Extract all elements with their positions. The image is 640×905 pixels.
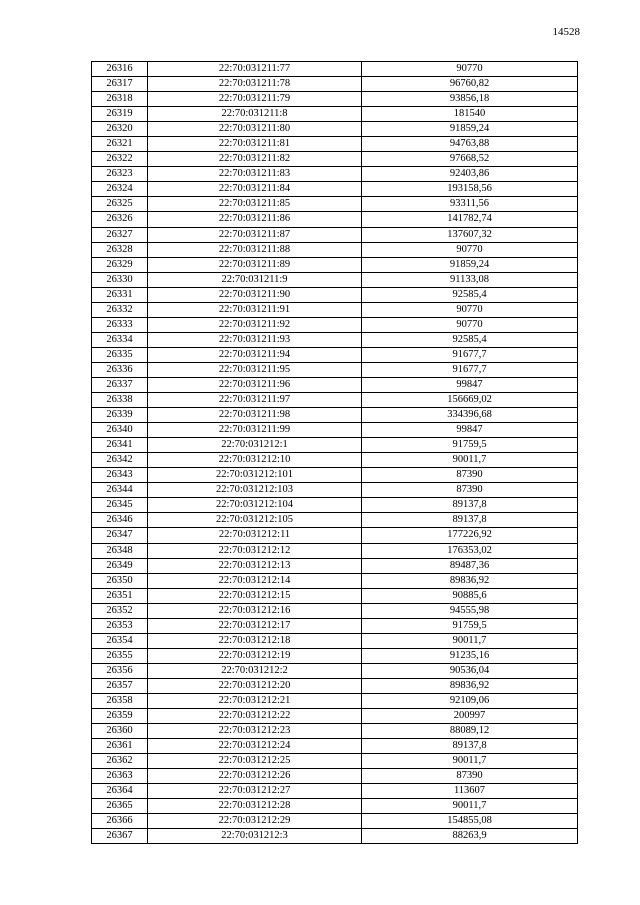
table-row [92, 453, 578, 468]
table-row [92, 272, 578, 287]
value-cell: 91133,08 [362, 272, 578, 287]
table-row [92, 77, 578, 92]
table-row [92, 212, 578, 227]
cadastral-number-cell: 22:70:031211:92 [148, 317, 362, 332]
row-number-cell: 26356 [92, 663, 148, 678]
cadastral-number-cell: 22:70:031212:1 [148, 438, 362, 453]
table-row [92, 302, 578, 317]
table-row [92, 257, 578, 272]
value-cell: 88089,12 [362, 724, 578, 739]
row-number-cell: 26367 [92, 829, 148, 844]
cadastral-number-cell: 22:70:031212:21 [148, 693, 362, 708]
row-number-cell: 26339 [92, 408, 148, 423]
table-row [92, 784, 578, 799]
table-row [92, 603, 578, 618]
value-cell: 177226,92 [362, 528, 578, 543]
table-row [92, 528, 578, 543]
table-row [92, 317, 578, 332]
cadastral-values-table [91, 61, 578, 844]
cadastral-number-cell: 22:70:031212:10 [148, 453, 362, 468]
cadastral-number-cell: 22:70:031212:28 [148, 799, 362, 814]
row-number-cell: 26361 [92, 739, 148, 754]
cadastral-number-cell: 22:70:031212:104 [148, 498, 362, 513]
table-row [92, 618, 578, 633]
table-row [92, 242, 578, 257]
table-body [92, 62, 578, 844]
value-cell: 89137,8 [362, 739, 578, 754]
row-number-cell: 26317 [92, 77, 148, 92]
cadastral-number-cell: 22:70:031212:25 [148, 754, 362, 769]
table-row [92, 182, 578, 197]
row-number-cell: 26348 [92, 543, 148, 558]
row-number-cell: 26318 [92, 92, 148, 107]
cadastral-number-cell: 22:70:031212:12 [148, 543, 362, 558]
cadastral-number-cell: 22:70:031211:93 [148, 332, 362, 347]
cadastral-number-cell: 22:70:031211:88 [148, 242, 362, 257]
cadastral-number-cell: 22:70:031212:19 [148, 648, 362, 663]
table-row [92, 423, 578, 438]
value-cell: 176353,02 [362, 543, 578, 558]
cadastral-number-cell: 22:70:031211:89 [148, 257, 362, 272]
value-cell: 90011,7 [362, 633, 578, 648]
row-number-cell: 26342 [92, 453, 148, 468]
row-number-cell: 26351 [92, 588, 148, 603]
table-row [92, 227, 578, 242]
cadastral-number-cell: 22:70:031212:22 [148, 709, 362, 724]
table-row [92, 633, 578, 648]
row-number-cell: 26336 [92, 362, 148, 377]
row-number-cell: 26341 [92, 438, 148, 453]
row-number-cell: 26338 [92, 393, 148, 408]
row-number-cell: 26320 [92, 122, 148, 137]
value-cell: 90770 [362, 242, 578, 257]
table-row [92, 62, 578, 77]
row-number-cell: 26355 [92, 648, 148, 663]
row-number-cell: 26347 [92, 528, 148, 543]
row-number-cell: 26360 [92, 724, 148, 739]
cadastral-number-cell: 22:70:031212:29 [148, 814, 362, 829]
cadastral-number-cell: 22:70:031212:14 [148, 573, 362, 588]
cadastral-number-cell: 22:70:031212:11 [148, 528, 362, 543]
value-cell: 91677,7 [362, 362, 578, 377]
row-number-cell: 26331 [92, 287, 148, 302]
row-number-cell: 26353 [92, 618, 148, 633]
row-number-cell: 26328 [92, 242, 148, 257]
table-row [92, 377, 578, 392]
cadastral-number-cell: 22:70:031212:15 [148, 588, 362, 603]
cadastral-number-cell: 22:70:031211:77 [148, 62, 362, 77]
table-row [92, 107, 578, 122]
value-cell: 90011,7 [362, 754, 578, 769]
table-row [92, 347, 578, 362]
row-number-cell: 26325 [92, 197, 148, 212]
table-row [92, 152, 578, 167]
table-row [92, 709, 578, 724]
value-cell: 92585,4 [362, 332, 578, 347]
cadastral-number-cell: 22:70:031212:2 [148, 663, 362, 678]
table-row [92, 799, 578, 814]
row-number-cell: 26350 [92, 573, 148, 588]
value-cell: 90885,6 [362, 588, 578, 603]
cadastral-number-cell: 22:70:031211:82 [148, 152, 362, 167]
table-row [92, 558, 578, 573]
value-cell: 89836,92 [362, 573, 578, 588]
value-cell: 91677,7 [362, 347, 578, 362]
row-number-cell: 26366 [92, 814, 148, 829]
value-cell: 91859,24 [362, 257, 578, 272]
table-row [92, 137, 578, 152]
value-cell: 154855,08 [362, 814, 578, 829]
row-number-cell: 26333 [92, 317, 148, 332]
table-row [92, 573, 578, 588]
table-row [92, 769, 578, 784]
table-row [92, 167, 578, 182]
row-number-cell: 26334 [92, 332, 148, 347]
cadastral-number-cell: 22:70:031211:98 [148, 408, 362, 423]
table-row [92, 648, 578, 663]
cadastral-number-cell: 22:70:031212:16 [148, 603, 362, 618]
cadastral-number-cell: 22:70:031212:17 [148, 618, 362, 633]
table-row [92, 513, 578, 528]
table-row [92, 408, 578, 423]
cadastral-number-cell: 22:70:031212:3 [148, 829, 362, 844]
value-cell: 91859,24 [362, 122, 578, 137]
table-row [92, 197, 578, 212]
row-number-cell: 26345 [92, 498, 148, 513]
value-cell: 91235,16 [362, 648, 578, 663]
table-row [92, 122, 578, 137]
table-row [92, 693, 578, 708]
cadastral-number-cell: 22:70:031212:18 [148, 633, 362, 648]
row-number-cell: 26365 [92, 799, 148, 814]
row-number-cell: 26359 [92, 709, 148, 724]
value-cell: 90770 [362, 317, 578, 332]
cadastral-number-cell: 22:70:031212:26 [148, 769, 362, 784]
value-cell: 99847 [362, 377, 578, 392]
value-cell: 89137,8 [362, 498, 578, 513]
table-row [92, 438, 578, 453]
cadastral-number-cell: 22:70:031212:23 [148, 724, 362, 739]
table-row [92, 814, 578, 829]
cadastral-number-cell: 22:70:031211:79 [148, 92, 362, 107]
cadastral-number-cell: 22:70:031212:101 [148, 468, 362, 483]
row-number-cell: 26343 [92, 468, 148, 483]
value-cell: 89487,36 [362, 558, 578, 573]
value-cell: 93311,56 [362, 197, 578, 212]
table-row [92, 483, 578, 498]
cadastral-number-cell: 22:70:031212:103 [148, 483, 362, 498]
table-row [92, 739, 578, 754]
row-number-cell: 26364 [92, 784, 148, 799]
value-cell: 88263,9 [362, 829, 578, 844]
value-cell: 90011,7 [362, 799, 578, 814]
row-number-cell: 26323 [92, 167, 148, 182]
cadastral-number-cell: 22:70:031211:83 [148, 167, 362, 182]
row-number-cell: 26363 [92, 769, 148, 784]
cadastral-number-cell: 22:70:031211:96 [148, 377, 362, 392]
value-cell: 93856,18 [362, 92, 578, 107]
value-cell: 90770 [362, 62, 578, 77]
value-cell: 92109,06 [362, 693, 578, 708]
table-row [92, 92, 578, 107]
cadastral-number-cell: 22:70:031211:8 [148, 107, 362, 122]
value-cell: 89137,8 [362, 513, 578, 528]
table-row [92, 754, 578, 769]
row-number-cell: 26357 [92, 678, 148, 693]
table-row [92, 498, 578, 513]
table-row [92, 287, 578, 302]
value-cell: 200997 [362, 709, 578, 724]
value-cell: 334396,68 [362, 408, 578, 423]
value-cell: 193158,56 [362, 182, 578, 197]
value-cell: 87390 [362, 468, 578, 483]
cadastral-number-cell: 22:70:031211:80 [148, 122, 362, 137]
cadastral-number-cell: 22:70:031211:84 [148, 182, 362, 197]
value-cell: 92403,86 [362, 167, 578, 182]
row-number-cell: 26337 [92, 377, 148, 392]
value-cell: 141782,74 [362, 212, 578, 227]
value-cell: 99847 [362, 423, 578, 438]
page-number: 14528 [552, 26, 580, 38]
value-cell: 96760,82 [362, 77, 578, 92]
row-number-cell: 26346 [92, 513, 148, 528]
value-cell: 156669,02 [362, 393, 578, 408]
row-number-cell: 26327 [92, 227, 148, 242]
cadastral-number-cell: 22:70:031211:99 [148, 423, 362, 438]
cadastral-number-cell: 22:70:031211:97 [148, 393, 362, 408]
value-cell: 113607 [362, 784, 578, 799]
table-row [92, 393, 578, 408]
row-number-cell: 26326 [92, 212, 148, 227]
row-number-cell: 26340 [92, 423, 148, 438]
cadastral-number-cell: 22:70:031211:90 [148, 287, 362, 302]
value-cell: 90536,04 [362, 663, 578, 678]
row-number-cell: 26321 [92, 137, 148, 152]
row-number-cell: 26316 [92, 62, 148, 77]
table-row [92, 663, 578, 678]
value-cell: 137607,32 [362, 227, 578, 242]
row-number-cell: 26329 [92, 257, 148, 272]
cadastral-number-cell: 22:70:031212:20 [148, 678, 362, 693]
cadastral-number-cell: 22:70:031212:105 [148, 513, 362, 528]
row-number-cell: 26352 [92, 603, 148, 618]
table-row [92, 829, 578, 844]
value-cell: 90011,7 [362, 453, 578, 468]
table-row [92, 362, 578, 377]
value-cell: 89836,92 [362, 678, 578, 693]
cadastral-number-cell: 22:70:031211:78 [148, 77, 362, 92]
cadastral-number-cell: 22:70:031211:86 [148, 212, 362, 227]
row-number-cell: 26362 [92, 754, 148, 769]
cadastral-number-cell: 22:70:031211:9 [148, 272, 362, 287]
table-row [92, 678, 578, 693]
table-row [92, 588, 578, 603]
value-cell: 91759,5 [362, 618, 578, 633]
value-cell: 97668,52 [362, 152, 578, 167]
cadastral-number-cell: 22:70:031212:27 [148, 784, 362, 799]
cadastral-number-cell: 22:70:031211:87 [148, 227, 362, 242]
table-row [92, 332, 578, 347]
value-cell: 91759,5 [362, 438, 578, 453]
row-number-cell: 26330 [92, 272, 148, 287]
value-cell: 92585,4 [362, 287, 578, 302]
cadastral-number-cell: 22:70:031211:95 [148, 362, 362, 377]
row-number-cell: 26319 [92, 107, 148, 122]
cadastral-number-cell: 22:70:031211:81 [148, 137, 362, 152]
table-row [92, 543, 578, 558]
cadastral-number-cell: 22:70:031211:94 [148, 347, 362, 362]
table-row [92, 724, 578, 739]
table-row [92, 468, 578, 483]
row-number-cell: 26324 [92, 182, 148, 197]
row-number-cell: 26344 [92, 483, 148, 498]
value-cell: 87390 [362, 483, 578, 498]
row-number-cell: 26332 [92, 302, 148, 317]
cadastral-number-cell: 22:70:031212:13 [148, 558, 362, 573]
value-cell: 87390 [362, 769, 578, 784]
value-cell: 90770 [362, 302, 578, 317]
cadastral-number-cell: 22:70:031212:24 [148, 739, 362, 754]
row-number-cell: 26358 [92, 693, 148, 708]
value-cell: 181540 [362, 107, 578, 122]
row-number-cell: 26354 [92, 633, 148, 648]
row-number-cell: 26349 [92, 558, 148, 573]
value-cell: 94763,88 [362, 137, 578, 152]
row-number-cell: 26335 [92, 347, 148, 362]
cadastral-number-cell: 22:70:031211:85 [148, 197, 362, 212]
value-cell: 94555,98 [362, 603, 578, 618]
cadastral-number-cell: 22:70:031211:91 [148, 302, 362, 317]
row-number-cell: 26322 [92, 152, 148, 167]
